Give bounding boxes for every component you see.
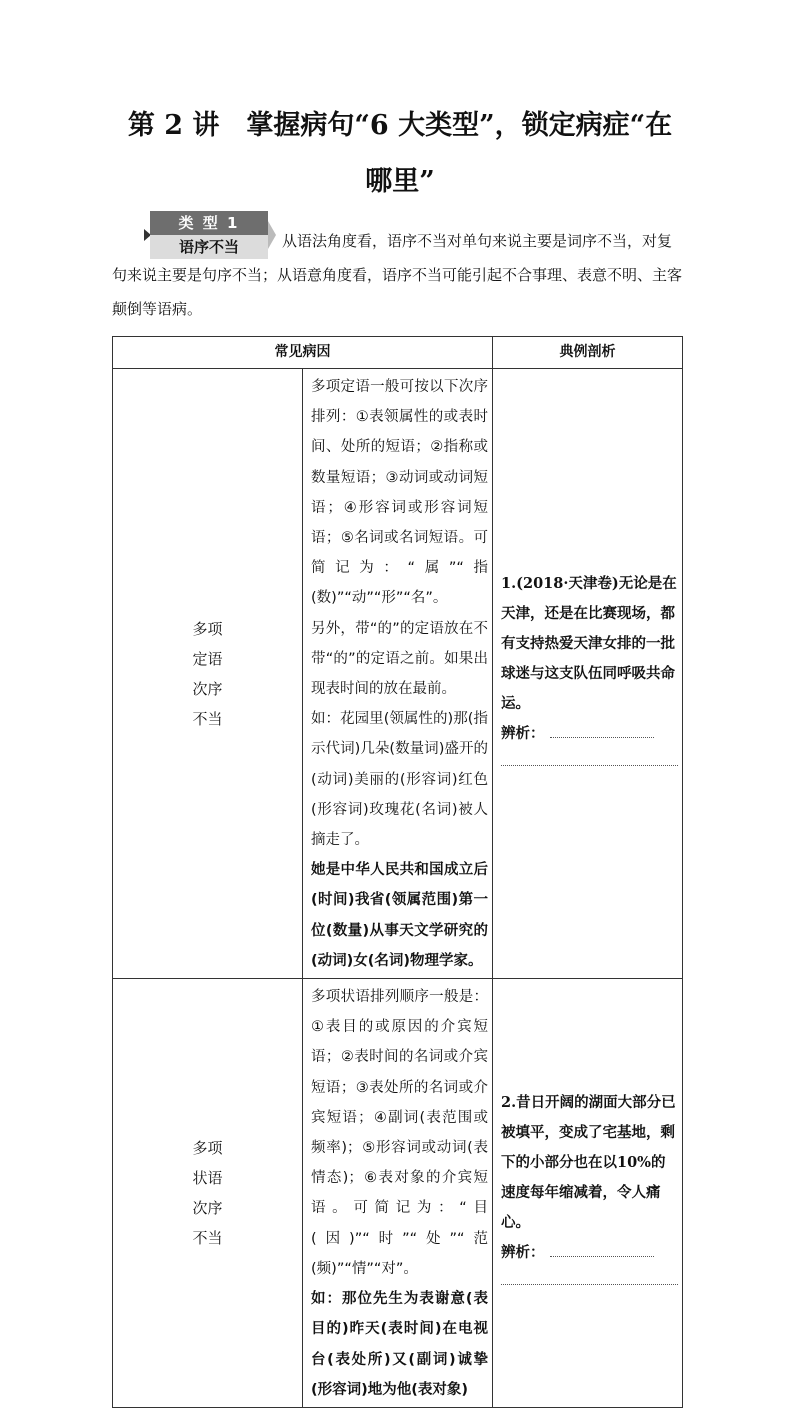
answer-blank[interactable] bbox=[550, 723, 654, 738]
cause-paragraph: 多项状语排列顺序一般是：①表目的或原因的介宾短语；②表时间的名词或介宾短语；③表处所的名词或介宾短语；④副词(表范围或频率)；⑤形容词或动词(表情态)；⑥表对象的介宾短语。可简记为：“目(因)”“时”“处”“范(频)”“情”“对”。 bbox=[311, 989, 488, 1277]
example-cell bbox=[493, 369, 683, 979]
category-line: 次序 bbox=[192, 679, 223, 698]
table-row bbox=[113, 979, 683, 1408]
intro-paragraph: 从语法角度看，语序不当对单句来说主要是词序不当，对复句来说主要是句序不当；从语意角度看，语序不当可能引起不合事理、表意不明、主客颠倒等语病。 bbox=[112, 232, 683, 318]
analysis-label: 辨析： bbox=[501, 725, 545, 743]
category-cell bbox=[113, 369, 303, 979]
answer-blank[interactable] bbox=[501, 1270, 678, 1285]
category-line: 不当 bbox=[192, 709, 223, 728]
cause-example: 如：花园里(领属性的)那(指示代词)几朵(数量词)盛开的(动词)美丽的(形容词)红色(形容词)玫瑰花(名词)被人摘走了。 bbox=[311, 711, 488, 849]
category-line: 多项 bbox=[192, 1138, 223, 1157]
category-line: 多项 bbox=[192, 619, 223, 638]
table-header-row bbox=[113, 337, 683, 369]
header-common-causes: 常见病因 bbox=[113, 337, 493, 369]
example-sentence: 1.(2018·天津卷)无论是在天津，还是在比赛现场，都有支持热爱天津女排的一批球迷与这支队伍同呼吸共命运。 bbox=[501, 575, 677, 713]
header-example-analysis: 典例剖析 bbox=[493, 337, 683, 369]
title-line-1: 第 2 讲 掌握病句“6 大类型”，锁定病症“在 bbox=[127, 110, 673, 141]
example-sentence: 2.昔日开阔的湖面大部分已被填平，变成了宅基地，剩下的小部分也在以10%的速度每年缩减着，令人痛心。 bbox=[501, 1094, 676, 1232]
badge-topic-label: 语序不当 bbox=[150, 235, 268, 259]
answer-blank[interactable] bbox=[501, 751, 678, 766]
analysis-label: 辨析： bbox=[501, 1244, 545, 1262]
category-line: 状语 bbox=[192, 1168, 223, 1187]
badge-type-label: 类 型 1 bbox=[150, 211, 268, 235]
cause-cell bbox=[303, 369, 493, 979]
category-line: 不当 bbox=[192, 1228, 223, 1247]
title-line-2: 哪里” bbox=[365, 166, 435, 197]
page-title bbox=[100, 98, 700, 210]
answer-blank[interactable] bbox=[550, 1242, 654, 1257]
cause-example: 她是中华人民共和国成立后(时间)我省(领属范围)第一位(数量)从事天文学研究的(动词)女(名词)物理学家。 bbox=[311, 862, 488, 969]
cause-paragraph: 另外，带“的”的定语放在不带“的”的定语之前。如果出现表时间的放在最前。 bbox=[311, 620, 488, 698]
category-line: 定语 bbox=[192, 649, 223, 668]
cause-paragraph: 多项定语一般可按以下次序排列：①表领属性的或表时间、处所的短语；②指称或数量短语；③动词或动词短语；④形容词或形容词短语；⑤名词或名词短语。可简记为：“属”“指(数)”“动”“形”“名”。 bbox=[311, 379, 488, 607]
analysis-line bbox=[501, 1238, 678, 1268]
analysis-line bbox=[501, 719, 678, 749]
category-cell bbox=[113, 979, 303, 1408]
example-cell bbox=[493, 979, 683, 1408]
table-row bbox=[113, 369, 683, 979]
cause-example: 如：那位先生为表谢意(表目的)昨天(表时间)在电视台(表处所)又(副词)诚挚(形容词)地为他(表对象) bbox=[311, 1291, 488, 1398]
cause-cell bbox=[303, 979, 493, 1408]
error-type-table bbox=[112, 336, 683, 1408]
category-line: 次序 bbox=[192, 1198, 223, 1217]
